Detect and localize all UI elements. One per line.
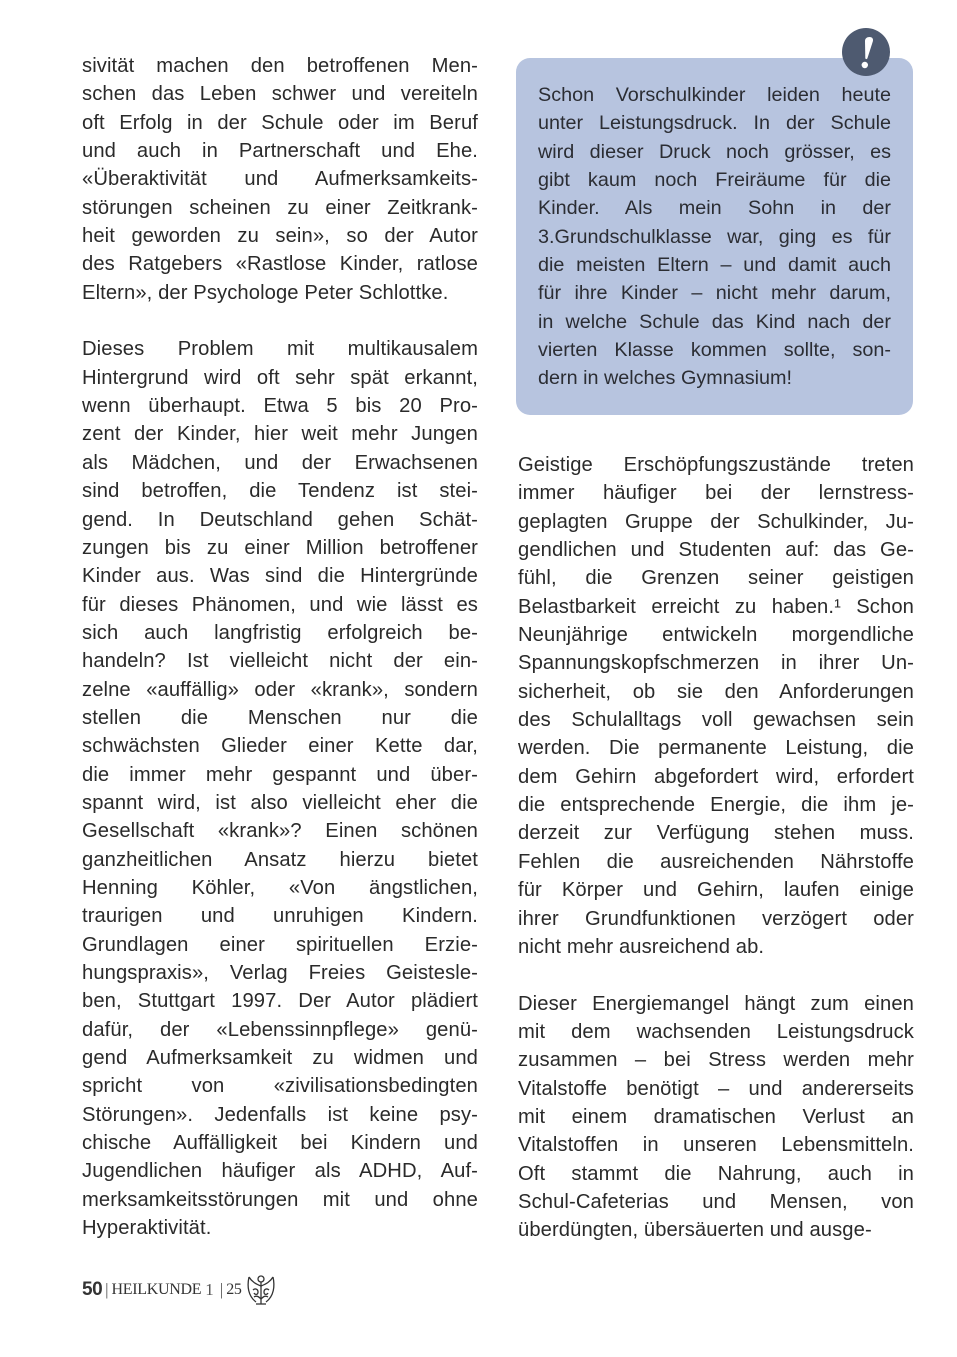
text-line: mit dem wachsenden Leistungsdruck: [518, 1020, 914, 1043]
text-line: überdüngten, übersäuerten und ausge-: [518, 1219, 872, 1242]
text-line: fühl, die Grenzen seiner geistigen: [518, 567, 914, 590]
text-line: gend. In Deutschland gehen Schät-: [82, 508, 478, 531]
text-line: wenn überhaupt. Etwa 5 bis 20 Pro-: [82, 395, 478, 418]
text-line: handeln? Ist vielleicht nicht der ein-: [82, 650, 478, 673]
text-line: Belastbarkeit erreicht zu haben.¹ Schon: [518, 595, 914, 618]
text-line: Grundlagen einer spirituellen Erzie-: [82, 933, 478, 956]
text-line: Vitalstoffe benötigt – und andererseits: [518, 1077, 914, 1100]
text-line: merksamkeitsstörungen mit und ohne: [82, 1188, 478, 1211]
issue-year: 25: [226, 1281, 242, 1298]
page-footer: [82, 1274, 276, 1306]
text-line: wird dieser Druck noch grösser, es: [538, 140, 891, 163]
text-line: Dieser Energiemangel hängt zum einen: [518, 992, 914, 1015]
text-line: dem Gehirn abgefordert wird, erfordert: [518, 765, 914, 788]
text-line: gend Aufmerksamkeit zu widmen und: [82, 1047, 478, 1070]
right-column: [518, 451, 914, 1273]
text-line: gibt kaum noch Freiräume für die: [538, 169, 891, 192]
paragraph-1: [82, 52, 478, 307]
callout-box: [516, 58, 913, 415]
text-line: Neunjährige entwickeln morgendliche: [518, 624, 914, 647]
text-line: Eltern», der Psychologe Peter Schlottke.: [82, 281, 449, 304]
text-line: dern in welches Gymnasium!: [538, 367, 792, 390]
text-line: chische Auffälligkeit bei Kindern und: [82, 1132, 478, 1155]
text-line: ihrer Grundfunktionen verzögert oder: [518, 907, 914, 930]
text-line: Henning Köhler, «Von ängstlichen,: [82, 876, 478, 899]
text-line: in welche Schule das Kind nach der: [538, 310, 891, 333]
text-line: «Überaktivität und Aufmerksamkeits-: [82, 168, 478, 191]
text-line: des Schulalltags voll gewachsen sein: [518, 709, 914, 732]
text-line: störungen scheinen zu einer Zeitkrank-: [82, 196, 478, 219]
footer-separator: |: [105, 1280, 109, 1299]
exclamation-icon: [842, 28, 890, 76]
text-line: unter Leistungsdruck. In der Schule: [538, 112, 891, 135]
text-line: ben, Stuttgart 1997. Der Autor plädiert: [82, 990, 478, 1013]
text-line: gendlichen und Studenten auf: das Ge-: [518, 539, 914, 562]
text-line: Kinder. Als mein Sohn in der: [538, 197, 891, 220]
text-line: Dieses Problem mit multikausalem: [82, 338, 478, 361]
text-line: Gesellschaft «krank»? Einen schönen: [82, 820, 478, 843]
text-line: dafür, der «Lebenssinnpflege» genü-: [82, 1018, 478, 1041]
text-line: oft Erfolg in der Schule oder im Beruf: [82, 111, 478, 134]
text-line: sivität machen den betroffenen Men-: [82, 55, 478, 77]
text-line: und auch in Partnerschaft und Ehe.: [82, 140, 478, 163]
text-line: Schon Vorschulkinder leiden heute: [538, 84, 891, 106]
text-line: sich auch langfristig erfolgreich be-: [82, 621, 478, 644]
text-line: immer häufiger bei der lernstress-: [518, 482, 914, 505]
text-line: schen das Leben schwer und vereiteln: [82, 83, 478, 106]
text-line: mit einem dramatischen Verlust an: [518, 1105, 914, 1128]
text-line: heit geworden zu sein», so der Autor: [82, 225, 478, 248]
text-line: für ihre Kinder – nicht mehr darum,: [538, 282, 891, 305]
text-line: für dieses Phänomen, und wie lässt es: [82, 593, 478, 616]
issue-separator: |: [219, 1280, 224, 1299]
text-line: 3.Grundschulklasse war, ging es für: [538, 225, 891, 248]
text-line: hungspraxis», Verlag Freies Geistesle-: [82, 962, 478, 984]
text-line: die immer mehr gespannt und über-: [82, 763, 478, 786]
text-line: für Körper und Gehirn, laufen einige: [518, 879, 914, 902]
text-line: Jugendlichen häufiger als ADHD, Auf-: [82, 1160, 478, 1183]
text-line: Geistige Erschöpfungszustände treten: [518, 454, 914, 476]
text-line: vierten Klasse kommen sollte, son-: [538, 339, 891, 362]
text-line: ganzheitlichen Ansatz hierzu bietet: [82, 848, 478, 871]
text-line: werden. Die permanente Leistung, die: [518, 737, 914, 760]
text-line: traurigen und unruhigen Kindern.: [82, 905, 478, 928]
text-line: die entsprechende Energie, die ihm je-: [518, 794, 914, 817]
text-line: zungen bis zu einer Million betroffener: [82, 536, 478, 559]
text-line: spricht von «zivilisationsbedingten: [82, 1075, 478, 1098]
left-column: [82, 52, 478, 1271]
text-line: nicht mehr ausreichend ab.: [518, 935, 765, 958]
text-line: Kinder aus. Was sind die Hintergründe: [82, 565, 478, 588]
text-line: die meisten Eltern – und damit auch: [538, 254, 891, 277]
text-line: Schul-Cafeterias und Mensen, von: [518, 1190, 914, 1213]
heilkunde-logo-icon: [246, 1274, 276, 1306]
text-line: Hintergrund wird oft sehr spät erkannt,: [82, 366, 478, 389]
magazine-name: HEILKUNDE: [111, 1281, 202, 1298]
text-line: sind betroffen, die Tendenz ist stei-: [82, 480, 478, 503]
paragraph-2: [82, 335, 478, 1242]
text-line: Oft stammt die Nahrung, auch in: [518, 1162, 914, 1185]
page-number: 50: [82, 1279, 103, 1300]
text-line: Störungen». Jedenfalls ist keine psy-: [82, 1103, 478, 1126]
text-line: zent der Kinder, hier weit mehr Jungen: [82, 423, 478, 446]
callout-text: [538, 81, 891, 393]
text-line: Vitalstoffen in unseren Lebensmitteln.: [518, 1134, 914, 1157]
text-line: Hyperaktivität.: [82, 1217, 212, 1240]
text-line: des Ratgebers «Rastlose Kinder, ratlose: [82, 253, 478, 276]
text-line: zusammen – bei Stress werden mehr: [518, 1049, 914, 1072]
text-line: Fehlen die ausreichenden Nährstoffe: [518, 850, 914, 873]
text-line: geplagten Gruppe der Schulkinder, Ju-: [518, 510, 914, 533]
exclamation-glyph-icon: [842, 28, 890, 76]
paragraph-3: [518, 451, 914, 961]
issue-number: 1: [205, 1280, 214, 1299]
text-line: zelne «auffällig» oder «krank», sondern: [82, 678, 478, 701]
text-line: derzeit zur Verfügung stehen muss.: [518, 822, 914, 845]
paragraph-4: [518, 990, 914, 1245]
text-line: spannt wird, ist also vielleicht eher die: [82, 791, 478, 814]
text-line: stellen die Menschen nur die: [82, 706, 478, 729]
text-line: als Mädchen, und der Erwachsenen: [82, 451, 478, 474]
text-line: sicherheit, ob sie den Anforderungen: [518, 680, 914, 703]
text-line: schwächsten Glieder einer Kette dar,: [82, 735, 478, 758]
text-line: Spannungskopfschmerzen in ihrer Un-: [518, 652, 914, 675]
